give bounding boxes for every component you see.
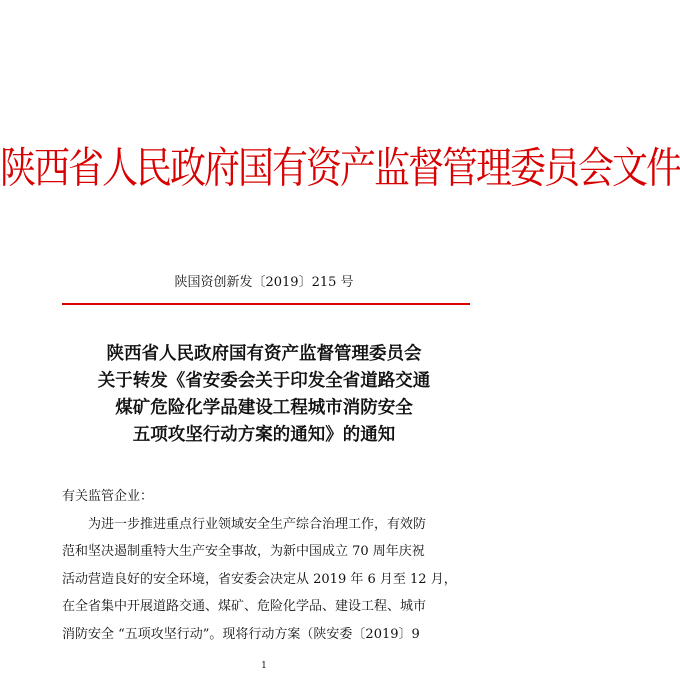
salutation: 有关监管企业： [62,489,154,504]
masthead-title: 陕西省人民政府国有资产监督管理委员会文件 [0,144,680,194]
page-number: 1 [261,661,267,671]
title-line: 煤矿危险化学品建设工程城市消防安全 [115,398,413,418]
red-divider-line [62,303,470,305]
title-line: 五项攻坚行动方案的通知》的通知 [132,425,396,445]
document-number: 陕国资创新发〔2019〕215 号 [174,275,354,290]
body-line: 在全省集中开展道路交通、煤矿、危险化学品、建设工程、城市 [62,599,427,614]
body-line: 消防安全 “五项攻坚行动”。现将行动方案（陕安委〔2019〕9 [62,626,420,642]
title-line: 陕西省人民政府国有资产监督管理委员会 [106,344,422,364]
body-line: 为进一步推进重点行业领域安全生产综合治理工作，有效防 [88,516,427,532]
document-body [62,483,472,648]
body-line: 活动营造良好的安全环境，省安委会决定从 2019 年 6 月至 12 月， [62,571,457,587]
title-line: 关于转发《省安委会关于印发全省道路交通 [97,371,431,391]
document-title [0,341,528,449]
body-line: 范和坚决遏制重特大生产安全事故，为新中国成立 70 周年庆祝 [62,544,425,559]
